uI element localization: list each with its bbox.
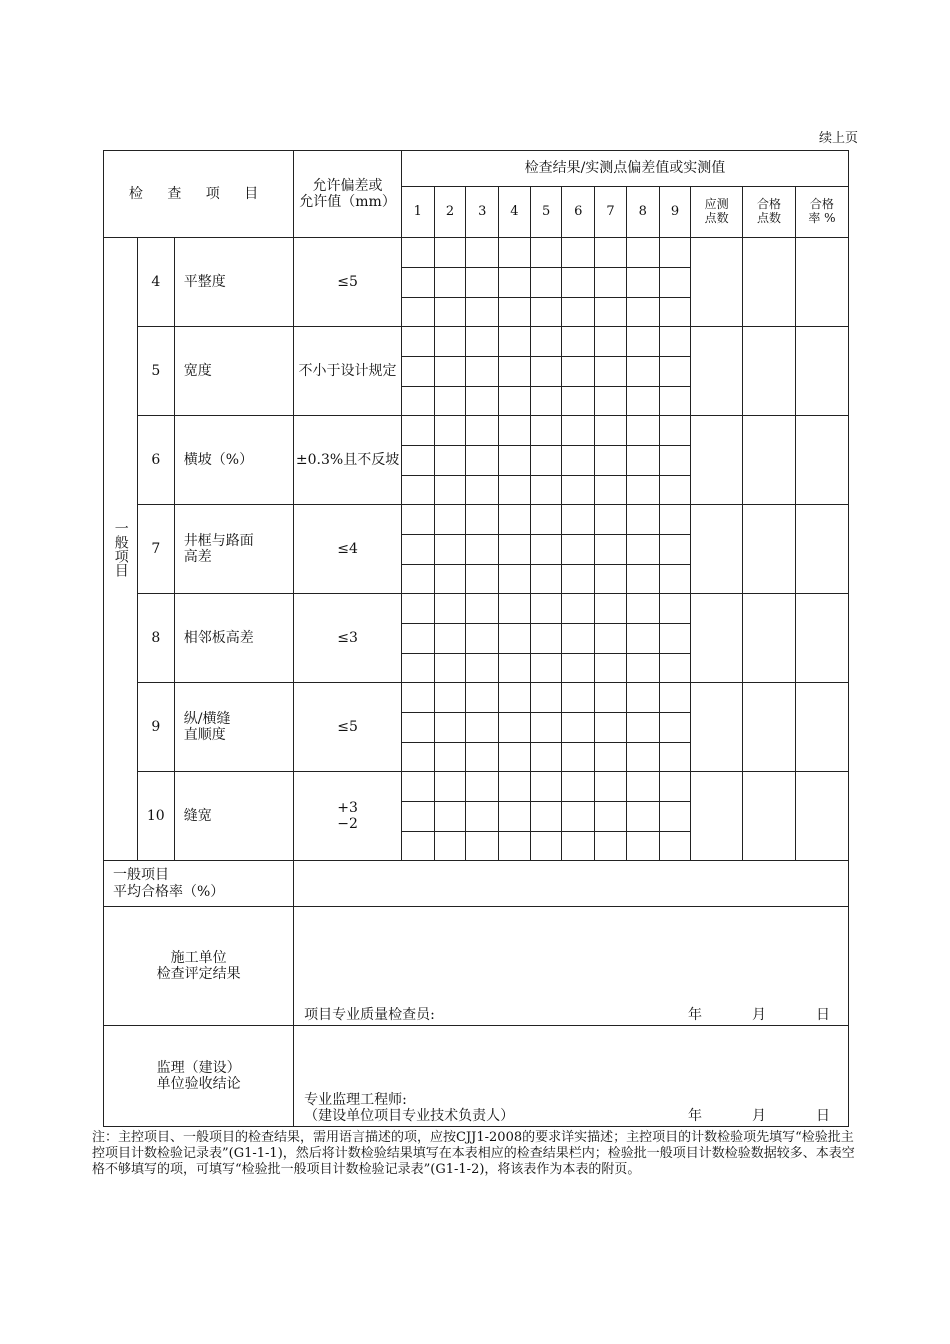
qualified-rate-cell[interactable] <box>795 416 848 505</box>
measurement-cell[interactable] <box>595 594 627 624</box>
item-name: 缝宽 <box>174 772 293 861</box>
measurement-cell[interactable] <box>659 505 691 535</box>
measurement-cell[interactable] <box>595 446 627 476</box>
measurement-cell[interactable] <box>530 387 562 416</box>
measurement-cell[interactable] <box>401 535 434 565</box>
measurement-cell[interactable] <box>562 446 595 476</box>
measurement-cell[interactable] <box>659 238 691 268</box>
measurement-cell[interactable] <box>595 654 627 683</box>
measurement-cell[interactable] <box>434 565 466 594</box>
measurement-cell[interactable] <box>530 298 562 327</box>
measurement-cell[interactable] <box>401 683 434 713</box>
measurement-cell[interactable] <box>434 357 466 387</box>
qualified-points-cell[interactable] <box>743 416 796 505</box>
measurement-cell[interactable] <box>626 387 659 416</box>
measurement-cell[interactable] <box>401 446 434 476</box>
measurement-cell[interactable] <box>499 357 531 387</box>
category-label: 一般项目 <box>104 238 138 861</box>
measurement-cell[interactable] <box>530 832 562 861</box>
qualified-rate-cell[interactable] <box>795 683 848 772</box>
measurement-cell[interactable] <box>595 238 627 268</box>
measurement-cell[interactable] <box>434 298 466 327</box>
qualified-points-cell[interactable] <box>743 238 796 327</box>
measurement-cell[interactable] <box>499 832 531 861</box>
measurement-cell[interactable] <box>466 802 499 832</box>
measurement-cell[interactable] <box>562 624 595 654</box>
measurement-cell[interactable] <box>434 476 466 505</box>
measurement-cell[interactable] <box>499 624 531 654</box>
measurement-cell[interactable] <box>562 713 595 743</box>
measurement-cell[interactable] <box>626 832 659 861</box>
measurement-cell[interactable] <box>659 327 691 357</box>
item-tolerance: ≤5 <box>294 238 402 327</box>
measurement-cell[interactable] <box>401 387 434 416</box>
supervision-label: 监理（建设） 单位验收结论 <box>104 1026 294 1127</box>
measurement-cell[interactable] <box>595 505 627 535</box>
measurement-cell[interactable] <box>530 743 562 772</box>
measurement-cell[interactable] <box>499 713 531 743</box>
item-name: 纵/横缝 直顺度 <box>174 683 293 772</box>
measurement-cell[interactable] <box>562 238 595 268</box>
measurement-cell[interactable] <box>434 416 466 446</box>
measurement-cell[interactable] <box>530 446 562 476</box>
qualified-points-cell[interactable] <box>743 327 796 416</box>
measurement-cell[interactable] <box>659 772 691 802</box>
measurement-cell[interactable] <box>626 238 659 268</box>
measurement-cell[interactable] <box>434 802 466 832</box>
measurement-cell[interactable] <box>434 238 466 268</box>
measurement-cell[interactable] <box>530 802 562 832</box>
measurement-cell[interactable] <box>562 416 595 446</box>
should-measure-header: 应测 点数 <box>691 187 743 238</box>
inspection-table <box>103 150 849 1127</box>
measurement-cell[interactable] <box>595 268 627 298</box>
supervision-date: 年 月 日 <box>688 1107 830 1124</box>
measurement-cell[interactable] <box>530 238 562 268</box>
measurement-cell[interactable] <box>499 268 531 298</box>
measurement-cell[interactable] <box>659 624 691 654</box>
construction-date: 年 月 日 <box>688 1006 830 1023</box>
measurement-cell[interactable] <box>659 683 691 713</box>
measurement-cell[interactable] <box>401 476 434 505</box>
measurement-cell[interactable] <box>401 327 434 357</box>
measurement-cell[interactable] <box>530 713 562 743</box>
measurement-cell[interactable] <box>466 387 499 416</box>
measurement-cell[interactable] <box>659 802 691 832</box>
measurement-cell[interactable] <box>562 476 595 505</box>
measurement-cell[interactable] <box>562 654 595 683</box>
measurement-cell[interactable] <box>659 357 691 387</box>
continued-label: 续上页 <box>818 131 858 146</box>
measurement-cell[interactable] <box>626 476 659 505</box>
should-measure-cell[interactable] <box>691 594 743 683</box>
measurement-cell[interactable] <box>499 416 531 446</box>
measurement-cell[interactable] <box>626 772 659 802</box>
measurement-cell[interactable] <box>595 476 627 505</box>
measurement-cell[interactable] <box>626 416 659 446</box>
measurement-cell[interactable] <box>466 624 499 654</box>
measurement-cell[interactable] <box>434 446 466 476</box>
item-name: 相邻板高差 <box>174 594 293 683</box>
measurement-cell[interactable] <box>499 327 531 357</box>
measurement-cell[interactable] <box>595 416 627 446</box>
measurement-cell[interactable] <box>401 594 434 624</box>
item-name: 井框与路面 高差 <box>174 505 293 594</box>
item-number: 7 <box>137 505 174 594</box>
measurement-cell[interactable] <box>499 594 531 624</box>
measurement-cell[interactable] <box>530 476 562 505</box>
measurement-cell[interactable] <box>562 268 595 298</box>
measurement-cell[interactable] <box>626 654 659 683</box>
measurement-cell[interactable] <box>499 654 531 683</box>
measurement-cell[interactable] <box>466 416 499 446</box>
item-number: 9 <box>137 683 174 772</box>
measurement-cell[interactable] <box>401 357 434 387</box>
item-tolerance: ≤4 <box>294 505 402 594</box>
item-number: 5 <box>137 327 174 416</box>
average-rate-label: 一般项目 平均合格率（%） <box>104 861 294 907</box>
measurement-cell[interactable] <box>466 743 499 772</box>
measurement-cell[interactable] <box>626 446 659 476</box>
qualified-points-cell[interactable] <box>743 772 796 861</box>
measurement-cell[interactable] <box>562 832 595 861</box>
measurement-cell[interactable] <box>626 327 659 357</box>
measurement-cell[interactable] <box>562 743 595 772</box>
measurement-cell[interactable] <box>434 387 466 416</box>
item-number: 8 <box>137 594 174 683</box>
measurement-cell[interactable] <box>659 832 691 861</box>
measurement-cell[interactable] <box>401 268 434 298</box>
measurement-cell[interactable] <box>401 772 434 802</box>
measurement-cell[interactable] <box>401 238 434 268</box>
item-header: 检 查 项 目 <box>104 151 294 238</box>
measurement-cell[interactable] <box>434 505 466 535</box>
measurement-cell[interactable] <box>626 505 659 535</box>
measurement-cell[interactable] <box>401 624 434 654</box>
measurement-cell[interactable] <box>626 713 659 743</box>
measurement-cell[interactable] <box>466 268 499 298</box>
qualified-rate-cell[interactable] <box>795 772 848 861</box>
item-name: 横坡（%） <box>174 416 293 505</box>
measurement-cell[interactable] <box>530 357 562 387</box>
measurement-cell[interactable] <box>626 565 659 594</box>
measurement-cell[interactable] <box>530 683 562 713</box>
measurement-cell[interactable] <box>499 446 531 476</box>
construction-result[interactable] <box>294 907 849 1026</box>
measurement-cell[interactable] <box>466 654 499 683</box>
measurement-cell[interactable] <box>530 505 562 535</box>
point-header: 6 <box>562 187 595 238</box>
measurement-cell[interactable] <box>530 624 562 654</box>
measurement-cell[interactable] <box>434 832 466 861</box>
measurement-cell[interactable] <box>595 713 627 743</box>
qualified-rate-cell[interactable] <box>795 505 848 594</box>
measurement-cell[interactable] <box>530 327 562 357</box>
measurement-cell[interactable] <box>499 476 531 505</box>
measurement-cell[interactable] <box>401 298 434 327</box>
measurement-cell[interactable] <box>659 476 691 505</box>
point-header: 3 <box>466 187 499 238</box>
item-name: 宽度 <box>174 327 293 416</box>
point-header: 2 <box>434 187 466 238</box>
qualified-rate-cell[interactable] <box>795 327 848 416</box>
measurement-cell[interactable] <box>562 505 595 535</box>
item-name: 平整度 <box>174 238 293 327</box>
measurement-cell[interactable] <box>595 772 627 802</box>
measurement-cell[interactable] <box>401 713 434 743</box>
measurement-cell[interactable] <box>434 327 466 357</box>
measurement-cell[interactable] <box>499 565 531 594</box>
measurement-cell[interactable] <box>401 505 434 535</box>
measurement-cell[interactable] <box>401 565 434 594</box>
measurement-cell[interactable] <box>466 298 499 327</box>
measurement-cell[interactable] <box>659 654 691 683</box>
measurement-cell[interactable] <box>434 594 466 624</box>
qualified-points-header: 合格 点数 <box>743 187 796 238</box>
measurement-cell[interactable] <box>595 802 627 832</box>
measurement-cell[interactable] <box>659 743 691 772</box>
measurement-cell[interactable] <box>626 802 659 832</box>
item-number: 10 <box>137 772 174 861</box>
point-header: 1 <box>401 187 434 238</box>
measurement-cell[interactable] <box>466 476 499 505</box>
measurement-cell[interactable] <box>466 832 499 861</box>
measurement-cell[interactable] <box>499 772 531 802</box>
measurement-cell[interactable] <box>466 535 499 565</box>
measurement-cell[interactable] <box>499 387 531 416</box>
should-measure-cell[interactable] <box>691 772 743 861</box>
point-header: 8 <box>626 187 659 238</box>
measurement-cell[interactable] <box>530 654 562 683</box>
measurement-cell[interactable] <box>401 743 434 772</box>
measurement-cell[interactable] <box>401 416 434 446</box>
measurement-cell[interactable] <box>626 535 659 565</box>
measurement-cell[interactable] <box>595 743 627 772</box>
measurement-cell[interactable] <box>626 624 659 654</box>
measurement-cell[interactable] <box>626 298 659 327</box>
should-measure-cell[interactable] <box>691 416 743 505</box>
qualified-rate-cell[interactable] <box>795 594 848 683</box>
measurement-cell[interactable] <box>562 535 595 565</box>
should-measure-cell[interactable] <box>691 683 743 772</box>
qualified-rate-cell[interactable] <box>795 238 848 327</box>
measurement-cell[interactable] <box>659 298 691 327</box>
measurement-cell[interactable] <box>434 624 466 654</box>
measurement-cell[interactable] <box>659 387 691 416</box>
footnote: 注：主控项目、一般项目的检查结果，需用语言描述的项，应按CJJ1-2008的要求详实描述；主控项目的计数检验项先填写“检验批主控项目计数检验记录表”(G1-1-1)，然后将计数检验结果填写在本表相应的检查结果栏内；检验批一般项目计数检验数据较多、本表空格不够填写的项，可填写“检验批一般项目计数检验记录表”(G1-1-2)，将该表作为本表的附页。 <box>92 1130 855 1177</box>
measurement-cell[interactable] <box>562 298 595 327</box>
measurement-cell[interactable] <box>466 565 499 594</box>
measurement-cell[interactable] <box>595 535 627 565</box>
supervision-result[interactable] <box>294 1026 849 1127</box>
measurement-cell[interactable] <box>659 535 691 565</box>
measurement-cell[interactable] <box>499 238 531 268</box>
measurement-cell[interactable] <box>434 743 466 772</box>
measurement-cell[interactable] <box>595 387 627 416</box>
measurement-cell[interactable] <box>659 565 691 594</box>
item-tolerance: ±0.3%且不反坡 <box>294 416 402 505</box>
item-number: 6 <box>137 416 174 505</box>
item-tolerance: +3 −2 <box>294 772 402 861</box>
point-header: 4 <box>499 187 531 238</box>
qualified-points-cell[interactable] <box>743 505 796 594</box>
measurement-cell[interactable] <box>562 565 595 594</box>
measurement-cell[interactable] <box>434 772 466 802</box>
measurement-cell[interactable] <box>434 268 466 298</box>
measurement-cell[interactable] <box>595 357 627 387</box>
measurement-cell[interactable] <box>401 802 434 832</box>
measurement-cell[interactable] <box>499 802 531 832</box>
measurement-cell[interactable] <box>499 683 531 713</box>
measurement-cell[interactable] <box>659 268 691 298</box>
measurement-cell[interactable] <box>466 713 499 743</box>
measurement-cell[interactable] <box>595 565 627 594</box>
measurement-cell[interactable] <box>530 565 562 594</box>
point-header: 7 <box>595 187 627 238</box>
measurement-cell[interactable] <box>466 327 499 357</box>
item-tolerance: ≤5 <box>294 683 402 772</box>
construction-signer: 项目专业质量检查员: <box>304 1006 435 1023</box>
should-measure-cell[interactable] <box>691 505 743 594</box>
measurement-cell[interactable] <box>499 743 531 772</box>
measurement-cell[interactable] <box>595 832 627 861</box>
measurement-cell[interactable] <box>466 505 499 535</box>
measurement-cell[interactable] <box>401 832 434 861</box>
measurement-cell[interactable] <box>530 594 562 624</box>
measurement-cell[interactable] <box>595 298 627 327</box>
measurement-cell[interactable] <box>626 743 659 772</box>
measurement-cell[interactable] <box>595 327 627 357</box>
measurement-cell[interactable] <box>659 713 691 743</box>
measurement-cell[interactable] <box>466 683 499 713</box>
construction-label: 施工单位 检查评定结果 <box>104 907 294 1026</box>
measurement-cell[interactable] <box>562 772 595 802</box>
qualified-points-cell[interactable] <box>743 683 796 772</box>
should-measure-cell[interactable] <box>691 238 743 327</box>
measurement-cell[interactable] <box>626 594 659 624</box>
measurement-cell[interactable] <box>626 268 659 298</box>
qualified-points-cell[interactable] <box>743 594 796 683</box>
measurement-cell[interactable] <box>499 535 531 565</box>
measurement-cell[interactable] <box>466 238 499 268</box>
measurement-cell[interactable] <box>562 594 595 624</box>
measurement-cell[interactable] <box>595 624 627 654</box>
tolerance-header: 允许偏差或 允许值（mm） <box>294 151 402 238</box>
point-header: 9 <box>659 187 691 238</box>
measurement-cell[interactable] <box>595 683 627 713</box>
supervision-signer: 专业监理工程师: （建设单位项目专业技术负责人） <box>304 1091 515 1124</box>
measurement-cell[interactable] <box>530 772 562 802</box>
item-tolerance: ≤3 <box>294 594 402 683</box>
results-header: 检查结果/实测点偏差值或实测值 <box>401 151 848 187</box>
measurement-cell[interactable] <box>434 654 466 683</box>
should-measure-cell[interactable] <box>691 327 743 416</box>
measurement-cell[interactable] <box>659 416 691 446</box>
point-header: 5 <box>530 187 562 238</box>
measurement-cell[interactable] <box>562 327 595 357</box>
measurement-cell[interactable] <box>562 802 595 832</box>
measurement-cell[interactable] <box>466 594 499 624</box>
average-rate-value[interactable] <box>294 861 849 907</box>
item-tolerance: 不小于设计规定 <box>294 327 402 416</box>
measurement-cell[interactable] <box>434 683 466 713</box>
measurement-cell[interactable] <box>499 298 531 327</box>
measurement-cell[interactable] <box>562 683 595 713</box>
measurement-cell[interactable] <box>659 594 691 624</box>
measurement-cell[interactable] <box>466 446 499 476</box>
measurement-cell[interactable] <box>401 654 434 683</box>
measurement-cell[interactable] <box>466 357 499 387</box>
measurement-cell[interactable] <box>466 772 499 802</box>
measurement-cell[interactable] <box>530 268 562 298</box>
item-number: 4 <box>137 238 174 327</box>
measurement-cell[interactable] <box>530 416 562 446</box>
measurement-cell[interactable] <box>434 713 466 743</box>
measurement-cell[interactable] <box>499 505 531 535</box>
measurement-cell[interactable] <box>562 357 595 387</box>
measurement-cell[interactable] <box>434 535 466 565</box>
measurement-cell[interactable] <box>530 535 562 565</box>
measurement-cell[interactable] <box>562 387 595 416</box>
measurement-cell[interactable] <box>626 683 659 713</box>
measurement-cell[interactable] <box>626 357 659 387</box>
qualified-rate-header: 合格 率 % <box>795 187 848 238</box>
measurement-cell[interactable] <box>659 446 691 476</box>
